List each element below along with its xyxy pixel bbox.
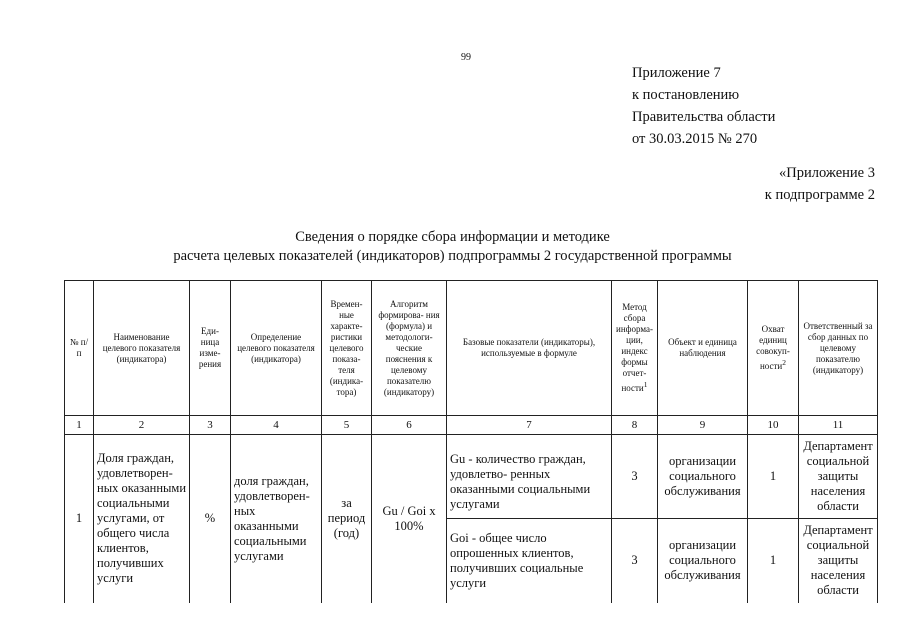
base-indicator: Gu - количество граждан, удовлетво- ренных оказанными социальными услугами: [447, 435, 612, 519]
time-characteristics: за период (год): [322, 435, 372, 603]
header-cell: [612, 281, 658, 416]
header-cell: Времен- ные характе- ристики целевого показа- теля (индика- тора): [322, 281, 372, 416]
header-cell: Алгоритм формирова- ния (формула) и методологи- ческие пояснения к целевому показателю (индикатору): [372, 281, 447, 416]
footnote-marker: 1: [643, 380, 648, 389]
coverage: 1: [748, 435, 799, 519]
unit-of-measure: %: [190, 435, 231, 603]
appendix-line: Правительства области: [632, 109, 776, 125]
column-number: 8: [612, 416, 658, 435]
coverage: 1: [748, 519, 799, 603]
subappendix-line: «Приложение 3: [779, 165, 875, 181]
observation-object: организации социального обслуживания: [658, 435, 748, 519]
column-number: 10: [748, 416, 799, 435]
column-number: 9: [658, 416, 748, 435]
base-indicator: Goi - общее число опрошенных клиентов, получивших социальные услуги: [447, 519, 612, 603]
header-cell: Еди- ница изме- рения: [190, 281, 231, 416]
column-number: 6: [372, 416, 447, 435]
column-number: 11: [799, 416, 878, 435]
responsible-party: Департамент социальной защиты населения области: [799, 435, 878, 519]
header-cell: Ответственный за сбор данных по целевому показателю (индикатору): [799, 281, 878, 416]
header-cell: № п/п: [65, 281, 94, 416]
indicator-name: Доля граждан, удовлетворен- ных оказанными социальными услугами, от общего числа клиентов, получивших услуги: [94, 435, 190, 603]
responsible-party: Департамент социальной защиты населения области: [799, 519, 878, 603]
header-cell: Наименование целевого показателя (индикатора): [94, 281, 190, 416]
column-number: 1: [65, 416, 94, 435]
column-number: 7: [447, 416, 612, 435]
table-header-row: [65, 281, 878, 416]
collection-method: 3: [612, 519, 658, 603]
header-cell: Базовые показатели (индикаторы), используемые в формуле: [447, 281, 612, 416]
formula: Gu / Goi x 100%: [372, 435, 447, 603]
table-row: [65, 435, 878, 519]
page-number: 99: [461, 52, 471, 63]
appendix-header: [632, 62, 775, 150]
title-line-2: расчета целевых показателей (индикаторов) подпрограммы 2 государственной программы: [173, 248, 732, 264]
appendix-line: от 30.03.2015 № 270: [632, 131, 758, 147]
header-text: Охват единиц совокуп- ности: [756, 324, 790, 371]
subappendix-header: [765, 162, 875, 206]
observation-object: организации социального обслуживания: [658, 519, 748, 603]
appendix-line: к постановлению: [632, 87, 740, 103]
column-number: 4: [231, 416, 322, 435]
collection-method: 3: [612, 435, 658, 519]
subappendix-line: к подпрограмме 2: [764, 187, 875, 203]
header-cell: Объект и единица наблюдения: [658, 281, 748, 416]
column-number: 2: [94, 416, 190, 435]
row-number: 1: [65, 435, 94, 603]
column-number-row: [65, 416, 878, 435]
indicators-table: [64, 280, 878, 603]
column-number: 3: [190, 416, 231, 435]
header-text: Метод сбора информа- ции, индекс формы отчет- ности: [616, 302, 653, 393]
document-title: [0, 228, 905, 266]
header-cell: [748, 281, 799, 416]
column-number: 5: [322, 416, 372, 435]
indicator-definition: доля граждан, удовлетворен- ных оказанными социальными услугами: [231, 435, 322, 603]
title-line-1: Сведения о порядке сбора информации и методике: [295, 229, 610, 245]
footnote-marker: 2: [782, 358, 787, 367]
header-cell: Определение целевого показателя (индикатора): [231, 281, 322, 416]
appendix-line: Приложение 7: [632, 65, 721, 81]
